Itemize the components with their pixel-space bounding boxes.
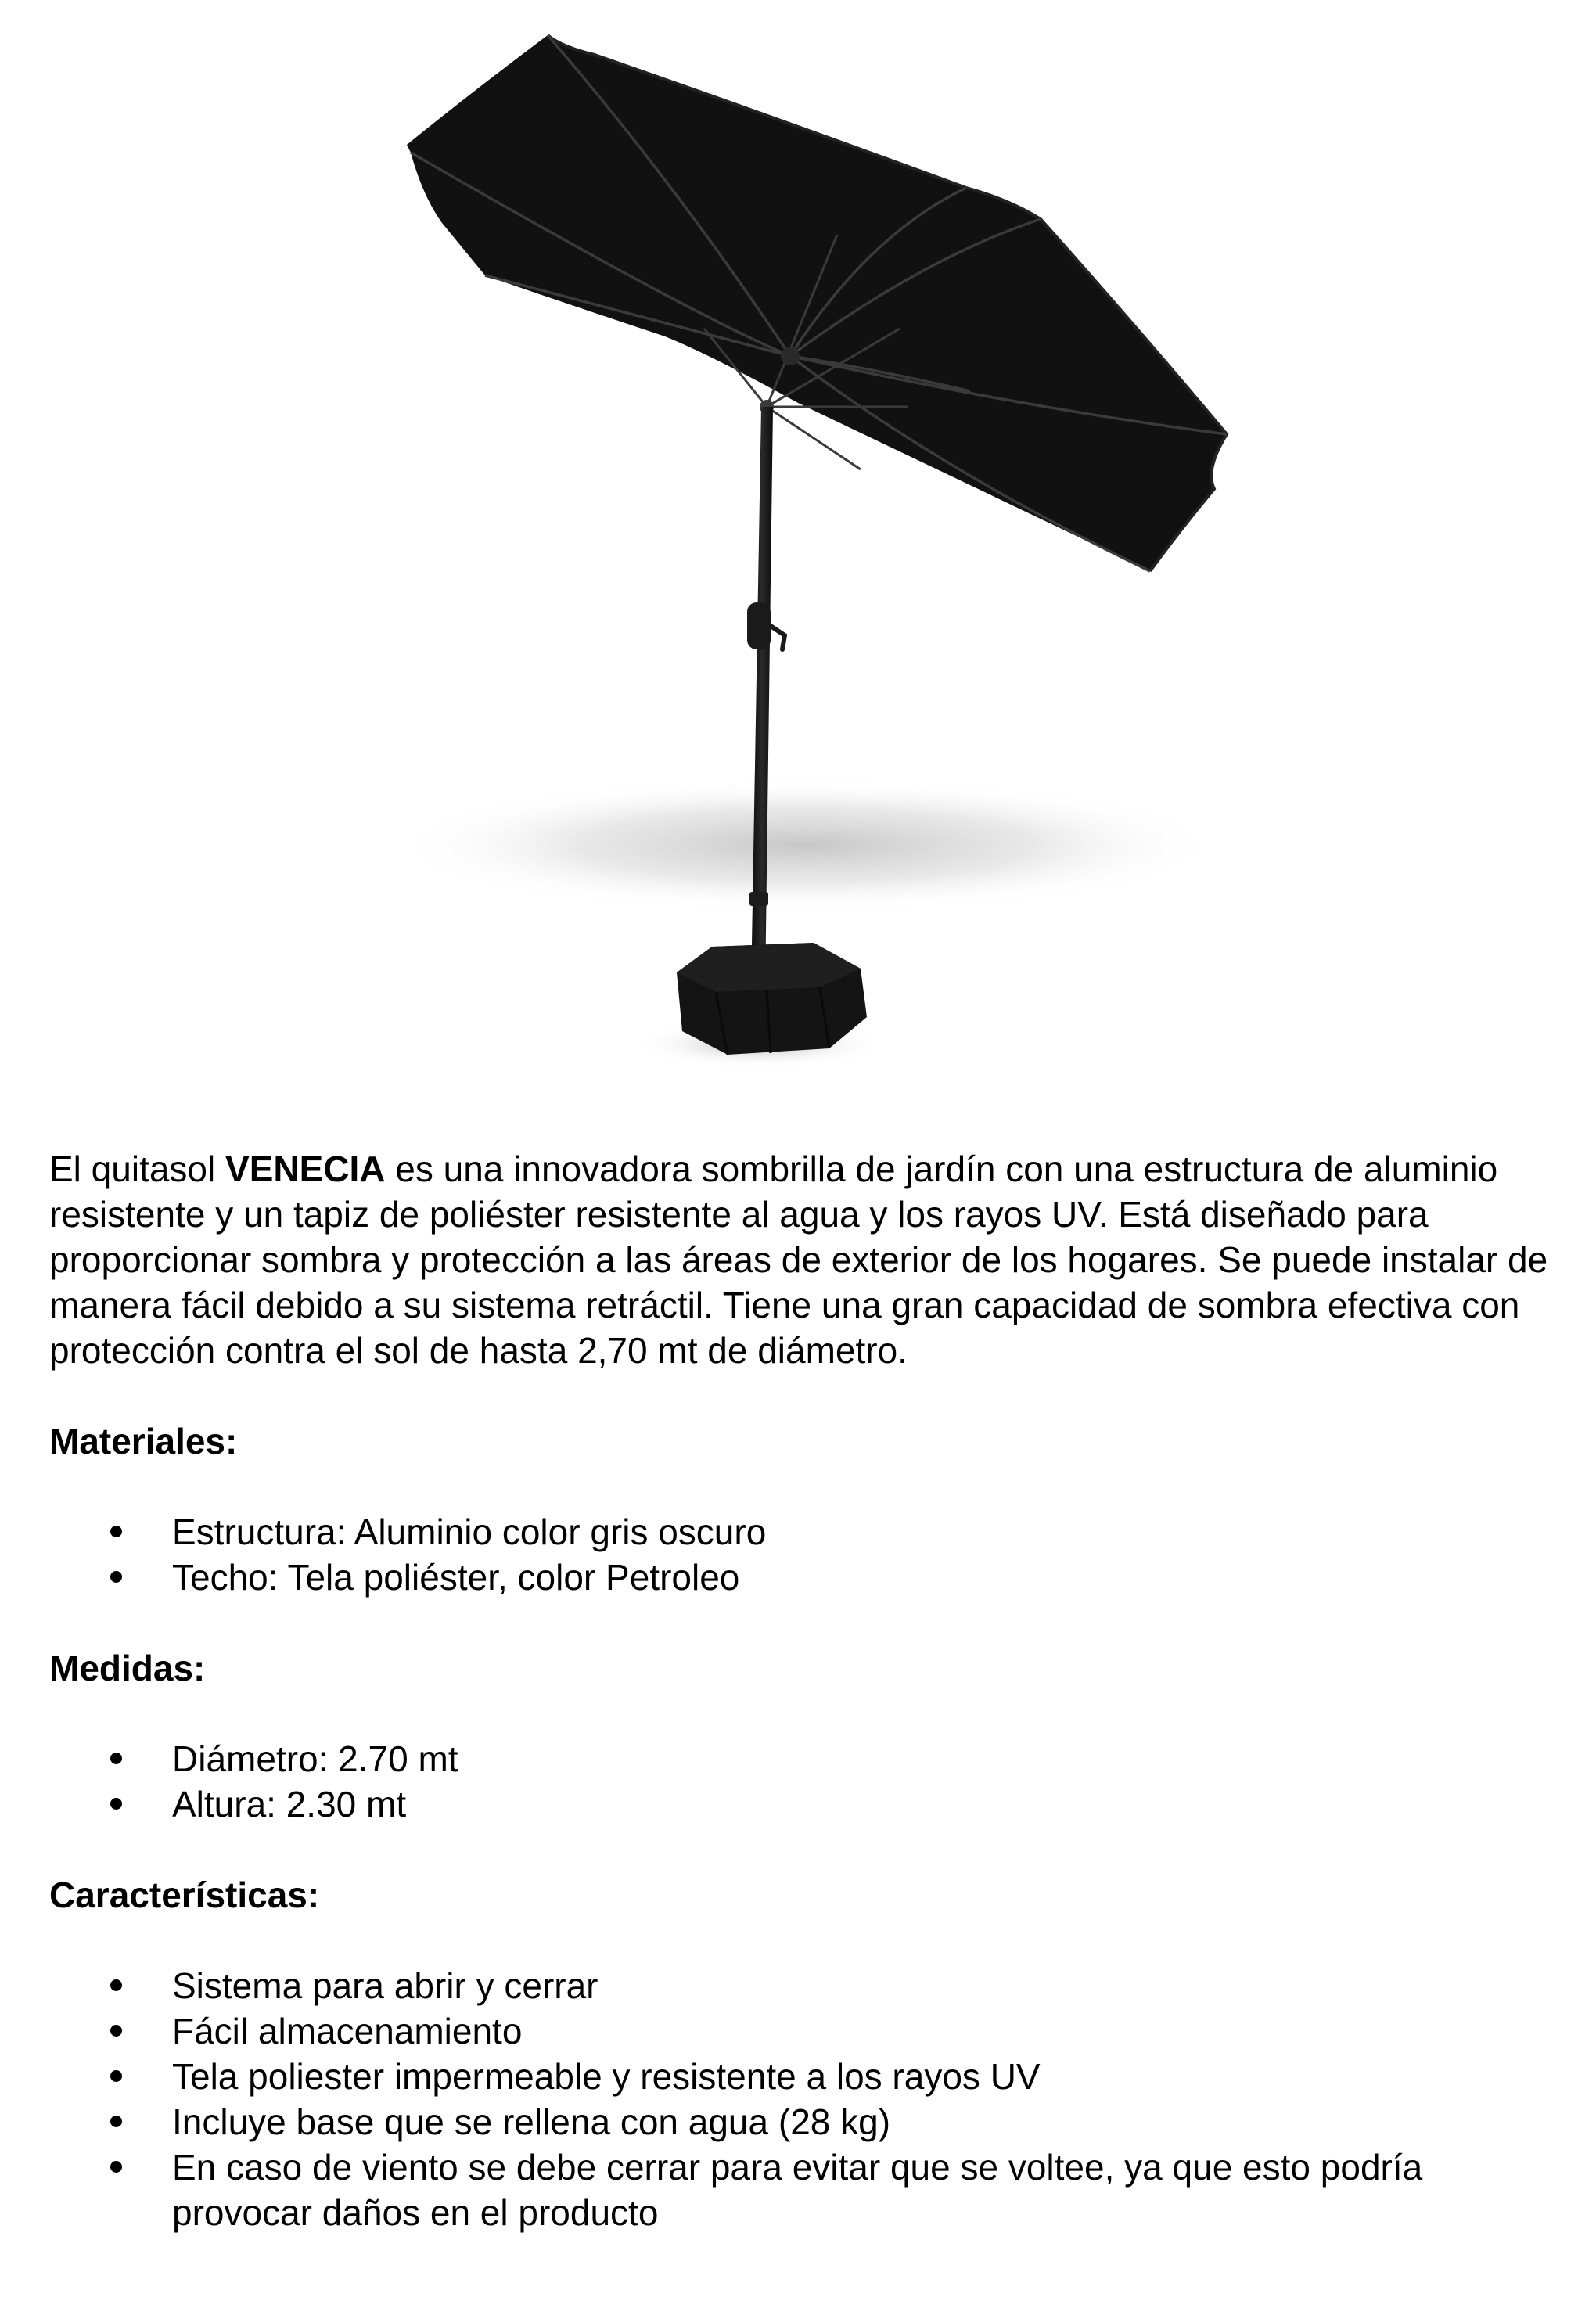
- pole-joint: [749, 892, 768, 906]
- ground-shadow: [391, 778, 1220, 911]
- list-item: [49, 2099, 1551, 2144]
- list-item: [49, 1736, 1551, 1781]
- list-item-text: Sistema para abrir y cerrar: [172, 1965, 598, 2006]
- materials-list: [49, 1509, 1551, 1600]
- list-item: [49, 1509, 1551, 1555]
- bullet-icon: [110, 1571, 122, 1583]
- measures-list: [49, 1736, 1551, 1827]
- product-image: [0, 0, 1596, 1111]
- crank-handle: [771, 626, 785, 649]
- measures-heading: Medidas:: [49, 1648, 206, 1688]
- product-description: [49, 1146, 1551, 1373]
- list-item: [49, 2144, 1551, 2235]
- description-prefix: El quitasol: [49, 1149, 226, 1189]
- bullet-icon: [110, 1798, 122, 1810]
- features-heading: Características:: [49, 1875, 320, 1915]
- bullet-icon: [110, 1979, 122, 1991]
- list-item-text: Techo: Tela poliéster, color Petroleo: [172, 1557, 740, 1598]
- list-item: [49, 2054, 1551, 2099]
- brand-name: VENECIA: [225, 1149, 386, 1189]
- bullet-icon: [110, 2070, 122, 2082]
- description-body: es una innovadora sombrilla de jardín con una estructura de aluminio resistente y un tapiz de poliéster resistente al agua y los rayos UV. Está diseñado para proporcionar sombra y protección a las áreas de exterior de los hogares. Se puede instalar de manera fácil debido a su sistema retráctil. Tiene una gran capacidad de sombra efectiva con protección contra el sol de hasta 2,70 mt de diámetro.: [49, 1149, 1548, 1371]
- list-item: [49, 1555, 1551, 1600]
- list-item-text: En caso de viento se debe cerrar para evitar que se voltee, ya que esto podría provocar daños en el producto: [172, 2147, 1423, 2233]
- bullet-icon: [110, 1753, 122, 1764]
- crank-housing: [747, 602, 771, 649]
- list-item-text: Fácil almacenamiento: [172, 2011, 523, 2051]
- umbrella-canopy: [407, 35, 1227, 571]
- list-item: [49, 2008, 1551, 2054]
- list-item: [49, 1963, 1551, 2008]
- bullet-icon: [110, 1526, 122, 1537]
- patio-umbrella-image: [0, 0, 1596, 1111]
- list-item: [49, 1781, 1551, 1827]
- features-list: [49, 1963, 1551, 2235]
- list-item-text: Estructura: Aluminio color gris oscuro: [172, 1512, 767, 1552]
- materials-heading: Materiales:: [49, 1421, 238, 1461]
- bullet-icon: [110, 2025, 122, 2037]
- umbrella-hub: [781, 347, 800, 365]
- product-description-section: [49, 1146, 1551, 2235]
- list-item-text: Diámetro: 2.70 mt: [172, 1738, 458, 1779]
- list-item-text: Incluye base que se rellena con agua (28 kg): [172, 2101, 891, 2142]
- list-item-text: Altura: 2.30 mt: [172, 1784, 407, 1824]
- bullet-icon: [110, 2116, 122, 2127]
- list-item-text: Tela poliester impermeable y resistente a los rayos UV: [172, 2056, 1041, 2097]
- bullet-icon: [110, 2161, 122, 2173]
